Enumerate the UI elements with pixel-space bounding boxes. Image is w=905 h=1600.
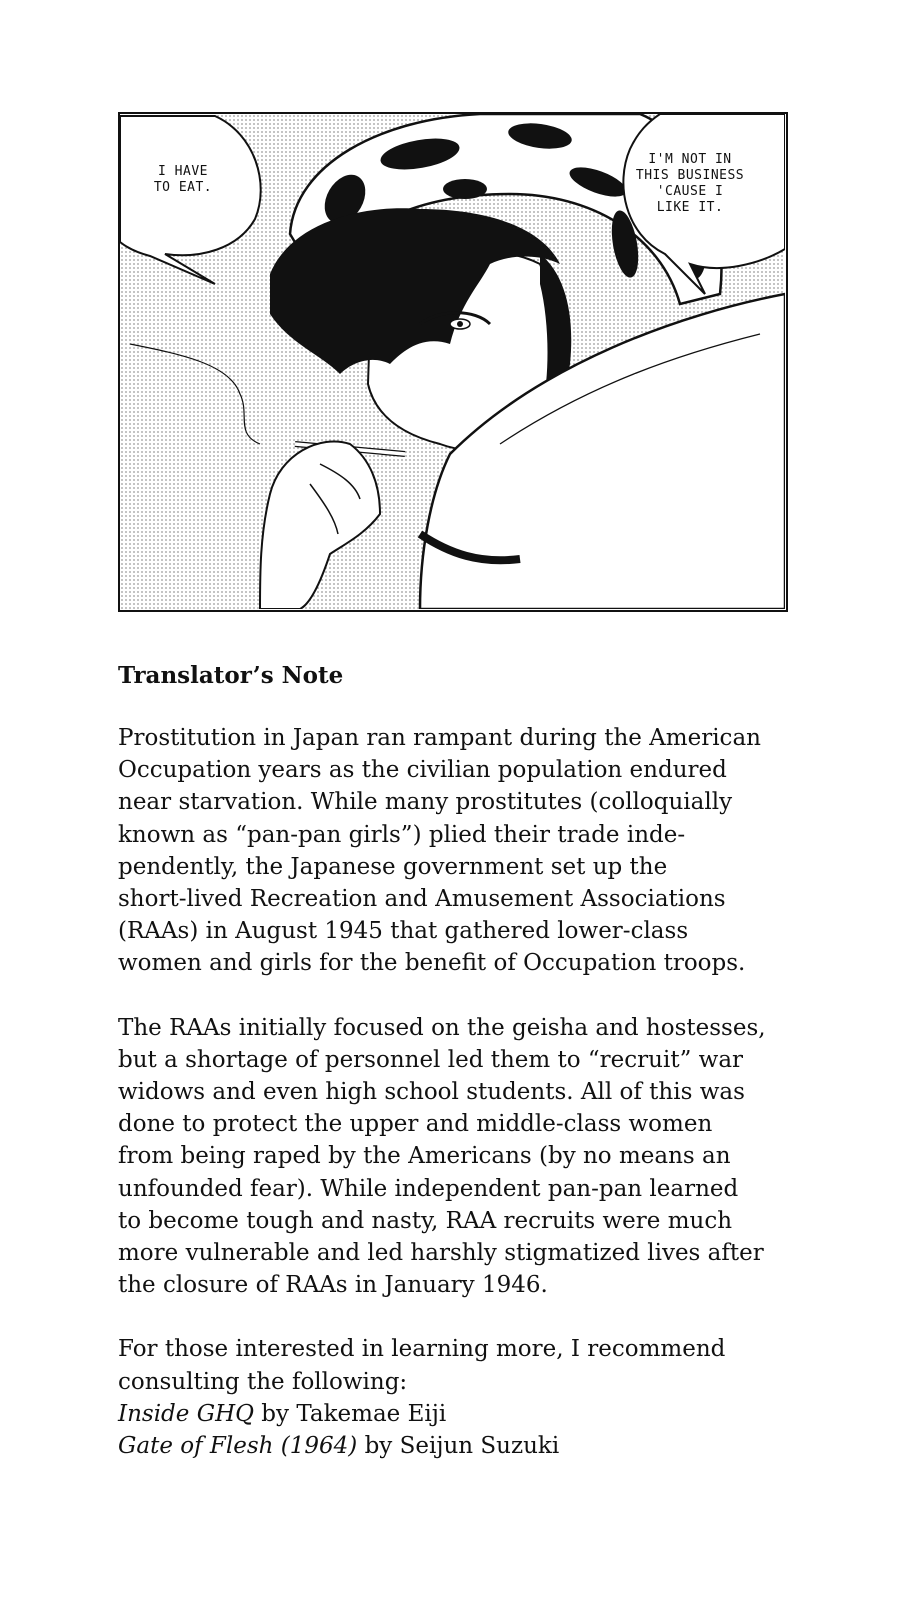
manga-panel [118, 112, 788, 612]
reference-item [118, 1398, 798, 1430]
reference-item [118, 1430, 798, 1462]
reference-title: Inside GHQ [118, 1400, 254, 1427]
note-paragraph-2: The RAAs initially focused on the geisha and hostesses, but a shortage of personnel led them to “recruit” war widows and even high school students. All of this was done to protect the upper and middle-class women from being raped by the Americans (by no means an unfounded fear). While independent pan-pan learned to become tough and nasty, RAA recruits were much more vulnerable and led harshly stigmatized lives after the closure of RAAs in January 1946. [118, 1014, 766, 1299]
speech-bubble-right: I'M NOT IN THIS BUSINESS 'CAUSE I LIKE IT. [635, 152, 745, 215]
translator-note [118, 660, 798, 1462]
speech-bubble-left: I HAVE TO EAT. [153, 164, 213, 195]
note-paragraph-1: Prostitution in Japan ran rampant during the American Occupation years as the civilian population endured near starvation. While many prostitutes (colloquially known as “pan-pan girls”) plied their trade inde- pendently, the Japanese government set up the short-lived Recreation and Amusement Associations (RAAs) in August 1945 that gathered lower-class women and girls for the benefit of Occupation troops. [118, 725, 761, 977]
recommend-intro: For those interested in learning more, I recommend consulting the following: [118, 1336, 726, 1395]
note-title: Translator’s Note [118, 662, 344, 689]
reference-title: Gate of Flesh (1964) [118, 1433, 358, 1460]
reference-author: by Takemae Eiji [254, 1400, 447, 1427]
reference-author: by Seijun Suzuki [357, 1433, 560, 1460]
